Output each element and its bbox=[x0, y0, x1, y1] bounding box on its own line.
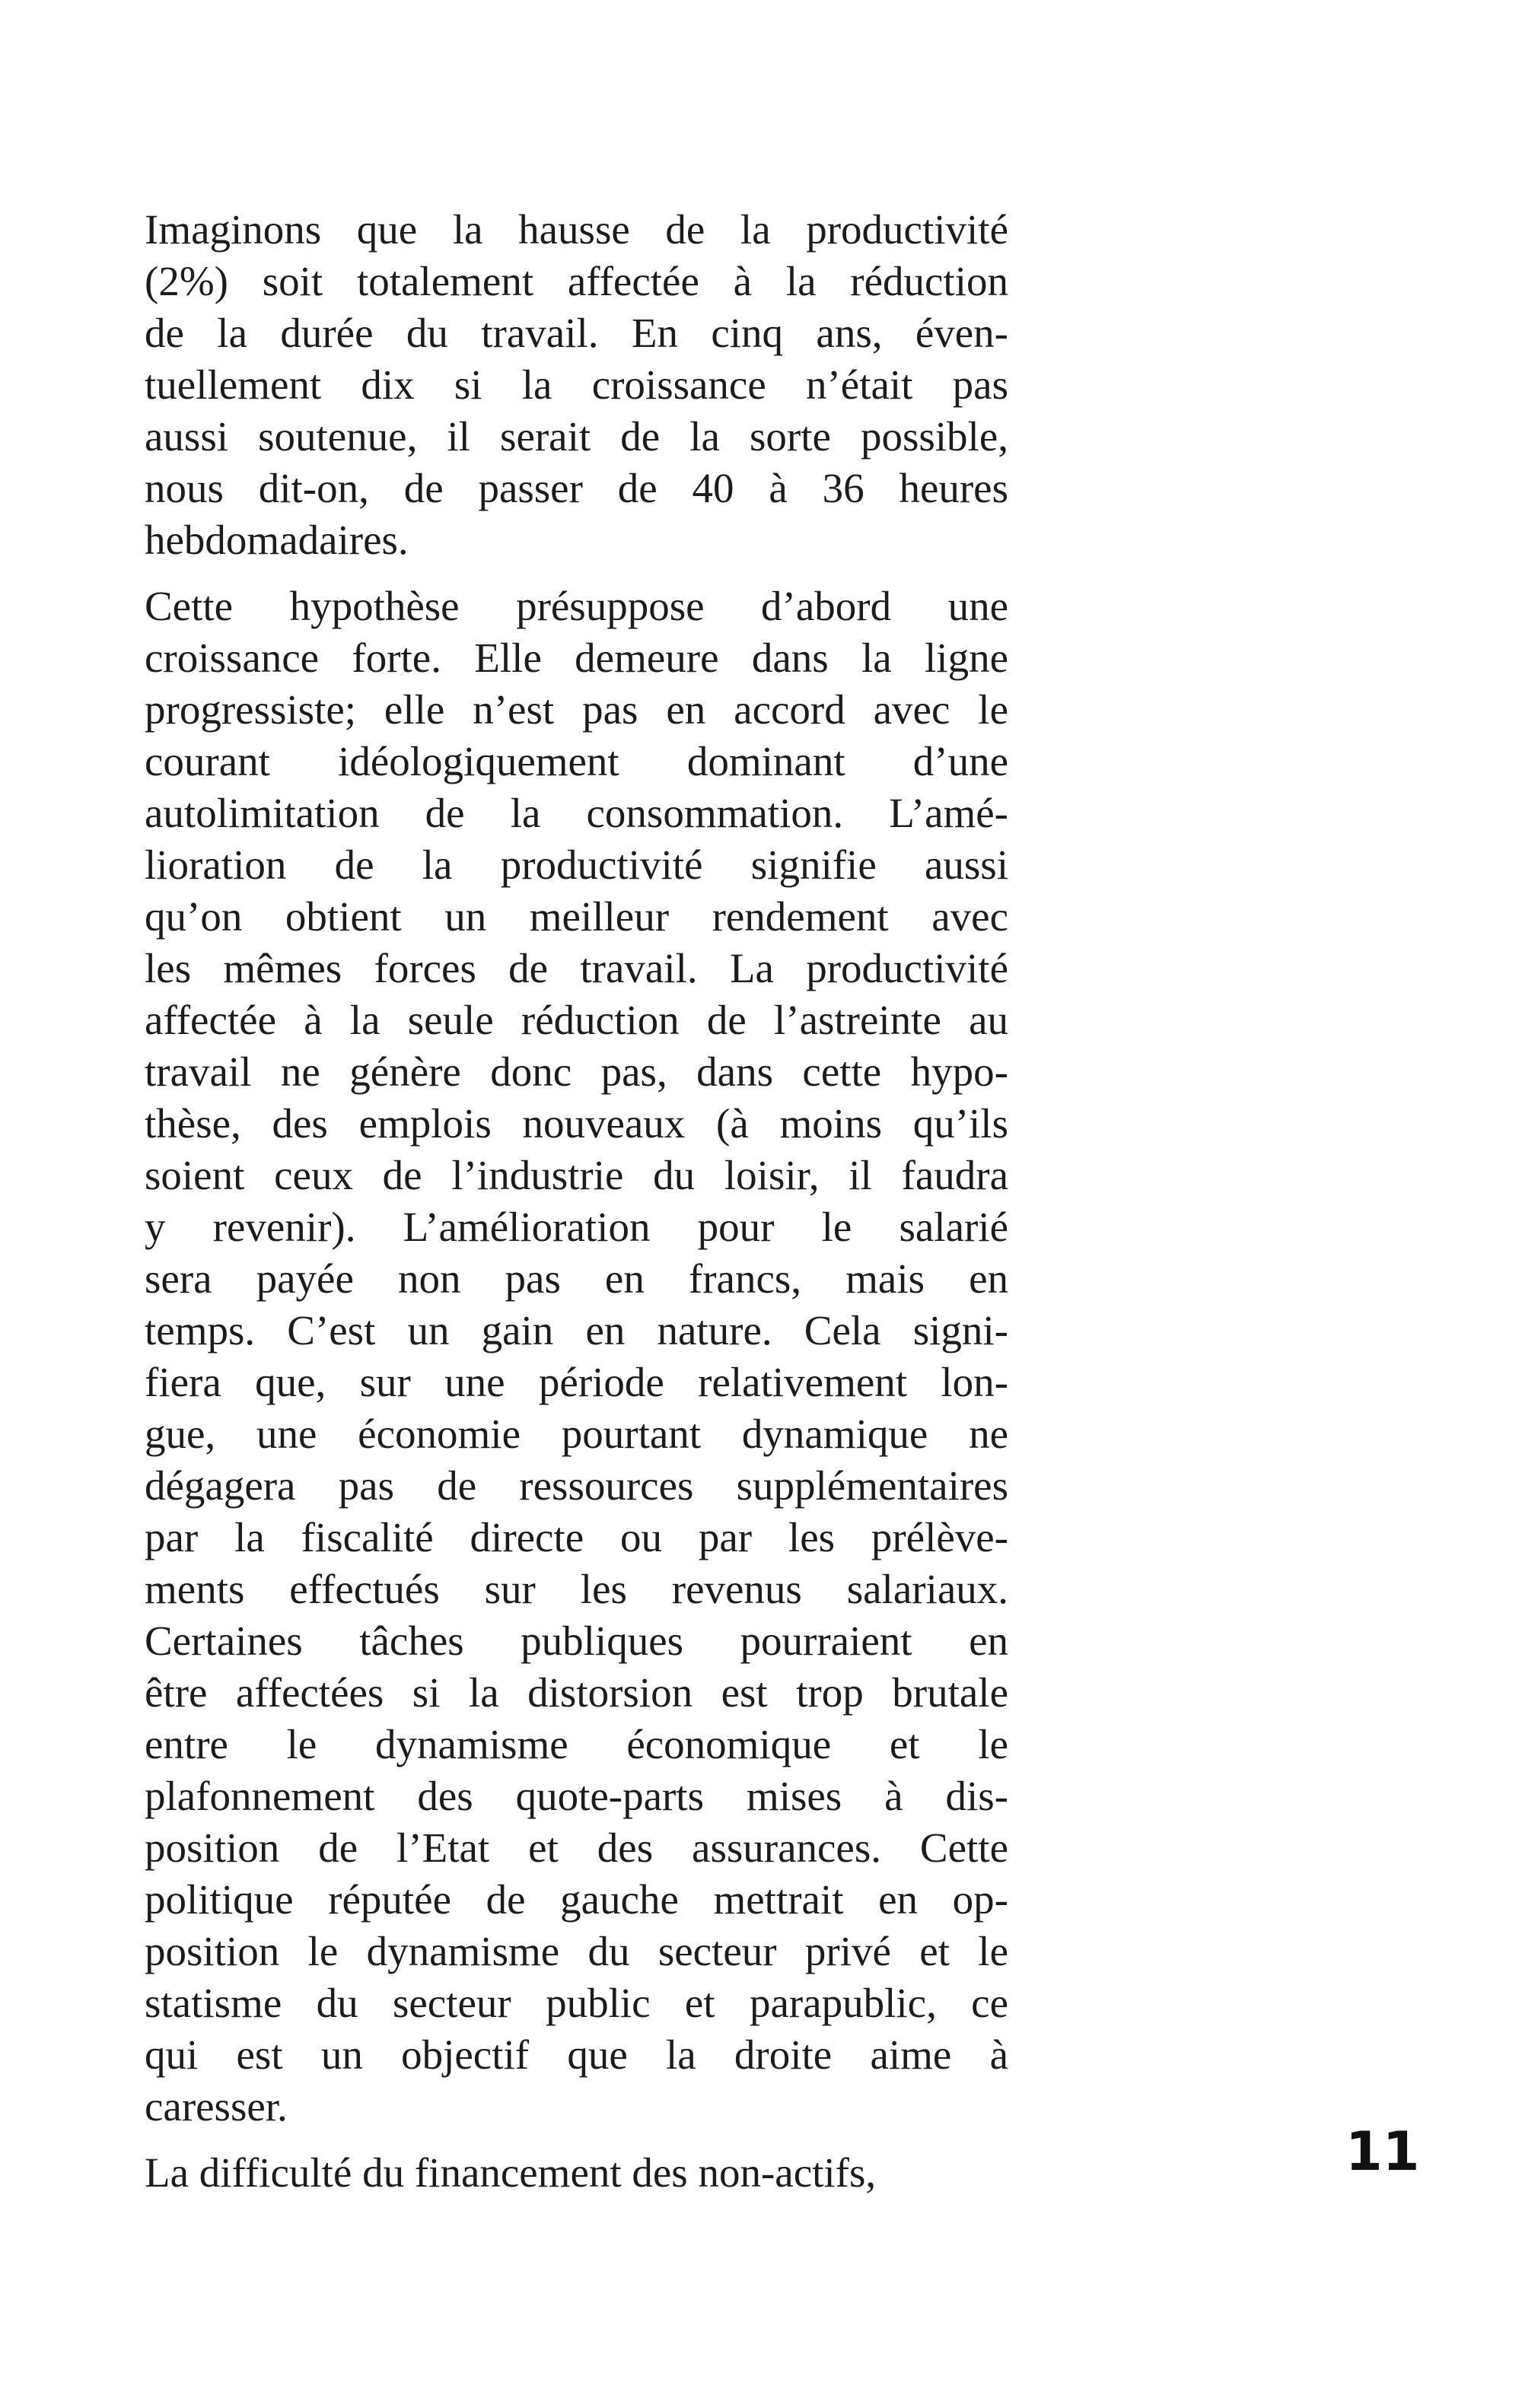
paragraph bbox=[145, 204, 1008, 566]
text-line: politique réputée de gauche mettrait en op- bbox=[145, 1876, 1008, 1923]
text-line: statisme du secteur public et parapublic, ce bbox=[145, 1980, 1008, 2026]
text-line: Imaginons que la hausse de la productivité bbox=[145, 206, 1008, 253]
text-line: temps. C’est un gain en nature. Cela signi- bbox=[145, 1307, 1008, 1354]
text-line: Cette hypothèse présuppose d’abord une bbox=[145, 583, 1008, 629]
paragraph bbox=[145, 581, 1008, 2133]
text-line: fiera que, sur une période relativement lon- bbox=[145, 1359, 1008, 1405]
text-line: caresser. bbox=[145, 2083, 288, 2130]
text-line: de la durée du travail. En cinq ans, éven- bbox=[145, 310, 1008, 356]
text-line: gue, une économie pourtant dynamique ne bbox=[145, 1411, 1008, 1457]
text-line: nous dit-on, de passer de 40 à 36 heures bbox=[145, 465, 1008, 511]
text-line: qui est un objectif que la droite aime à bbox=[145, 2031, 1008, 2078]
text-line: plafonnement des quote-parts mises à dis- bbox=[145, 1773, 1008, 1819]
text-line: hebdomadaires. bbox=[145, 517, 409, 563]
text-line: aussi soutenue, il serait de la sorte possible, bbox=[145, 413, 1008, 460]
text-column bbox=[145, 204, 1008, 2213]
text-line: dégagera pas de ressources supplémentaires bbox=[145, 1462, 1008, 1509]
text-line: y revenir). L’amélioration pour le salarié bbox=[145, 1204, 1008, 1250]
text-line: Certaines tâches publiques pourraient en bbox=[145, 1618, 1008, 1664]
text-line: (2%) soit totalement affectée à la réduction bbox=[145, 258, 1008, 304]
text-line: autolimitation de la consommation. L’amé- bbox=[145, 790, 1008, 836]
text-line: lioration de la productivité signifie aussi bbox=[145, 841, 1008, 888]
text-line: position de l’Etat et des assurances. Cette bbox=[145, 1824, 1008, 1871]
page-number: 11 bbox=[1345, 2120, 1420, 2183]
text-line: par la fiscalité directe ou par les prélève- bbox=[145, 1514, 1008, 1560]
text-line: les mêmes forces de travail. La productivité bbox=[145, 945, 1008, 991]
text-line: thèse, des emplois nouveaux (à moins qu’ils bbox=[145, 1100, 1008, 1147]
text-line: qu’on obtient un meilleur rendement avec bbox=[145, 893, 1008, 940]
text-line: courant idéologiquement dominant d’une bbox=[145, 738, 1008, 784]
text-line: tuellement dix si la croissance n’était pas bbox=[145, 361, 1008, 408]
text-line: travail ne génère donc pas, dans cette hypo- bbox=[145, 1048, 1008, 1095]
text-line: entre le dynamisme économique et le bbox=[145, 1721, 1008, 1767]
text-line: croissance forte. Elle demeure dans la ligne bbox=[145, 635, 1008, 681]
text-line: La difficulté du financement des non-actifs, bbox=[145, 2149, 877, 2196]
text-line: position le dynamisme du secteur privé et le bbox=[145, 1928, 1008, 1974]
text-line: ments effectués sur les revenus salariaux. bbox=[145, 1566, 1008, 1612]
text-line: progressiste; elle n’est pas en accord avec le bbox=[145, 686, 1008, 733]
paragraph bbox=[145, 2147, 1008, 2199]
text-line: sera payée non pas en francs, mais en bbox=[145, 1255, 1008, 1302]
text-line: être affectées si la distorsion est trop brutale bbox=[145, 1669, 1008, 1716]
text-line: affectée à la seule réduction de l’astreinte au bbox=[145, 997, 1008, 1043]
text-line: soient ceux de l’industrie du loisir, il faudra bbox=[145, 1152, 1008, 1198]
